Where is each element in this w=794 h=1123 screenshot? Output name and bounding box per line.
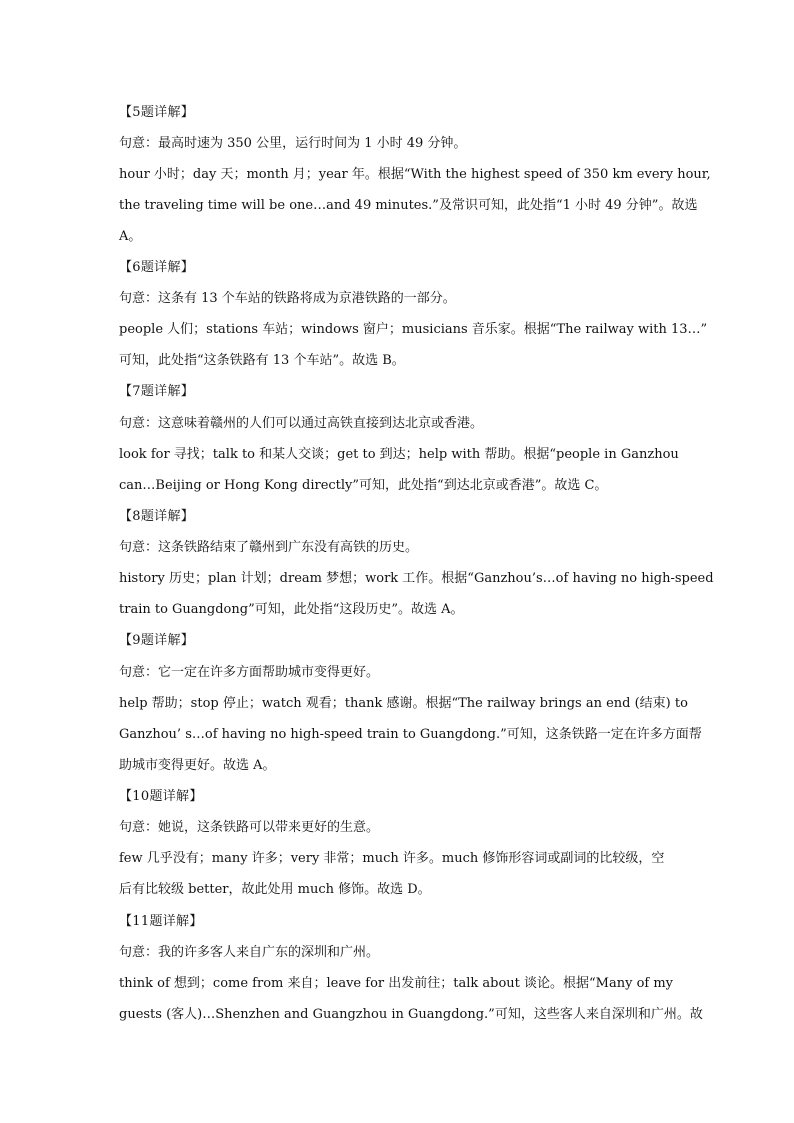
section-6-heading: 【6题详解】	[119, 260, 195, 275]
section-9-line-1: 句意：它一定在许多方面帮助城市变得更好。	[119, 665, 380, 680]
section-5-line-2: hour 小时；day 天；month 月；year 年。根据“With the highest speed of 350 km every hour,	[119, 167, 711, 182]
section-9-line-3: Ganzhou’ s…of having no high-speed train to Guangdong.”可知，这条铁路一定在许多方面帮	[119, 727, 702, 742]
section-8-line-3: train to Guangdong”可知，此处指“这段历史”。故选 A。	[119, 602, 464, 617]
section-8-line-1: 句意：这条铁路结束了赣州到广东没有高铁的历史。	[119, 540, 419, 555]
section-6-line-1: 句意：这条有 13 个车站的铁路将成为京港铁路的一部分。	[119, 291, 456, 306]
section-8-line-2: history 历史；plan 计划；dream 梦想；work 工作。根据“Ganzhou’s…of having no high-speed	[119, 571, 714, 586]
section-10-line-3: 后有比较级 better，故此处用 much 修饰。故选 D。	[119, 882, 431, 897]
section-9-heading: 【9题详解】	[119, 633, 195, 648]
section-7-line-3: can…Beijing or Hong Kong directly”可知，此处指“到达北京或香港”。故选 C。	[119, 478, 608, 493]
section-5-line-1: 句意：最高时速为 350 公里，运行时间为 1 小时 49 分钟。	[119, 136, 467, 151]
section-9-line-2: help 帮助；stop 停止；watch 观看；thank 感谢。根据“The railway brings an end (结束) to	[119, 696, 688, 711]
section-6-line-3: 可知，此处指“这条铁路有 13 个车站”。故选 B。	[119, 353, 405, 368]
section-10-heading: 【10题详解】	[119, 789, 203, 804]
section-8-heading: 【8题详解】	[119, 509, 195, 524]
section-10-line-1: 句意：她说，这条铁路可以带来更好的生意。	[119, 820, 380, 835]
section-7-heading: 【7题详解】	[119, 384, 195, 399]
section-7-line-1: 句意：这意味着赣州的人们可以通过高铁直接到达北京或香港。	[119, 416, 484, 431]
section-5-heading: 【5题详解】	[119, 105, 195, 120]
section-11-line-1: 句意：我的许多客人来自广东的深圳和广州。	[119, 945, 380, 960]
section-5-line-4: A。	[119, 229, 142, 244]
section-7-line-2: look for 寻找；talk to 和某人交谈；get to 到达；help with 帮助。根据“people in Ganzhou	[119, 447, 679, 462]
section-9-line-4: 助城市变得更好。故选 A。	[119, 758, 276, 773]
section-5-line-3: the traveling time will be one…and 49 minutes.”及常识可知，此处指“1 小时 49 分钟”。故选	[119, 198, 698, 213]
section-11-line-2: think of 想到；come from 来自；leave for 出发前往；talk about 谈论。根据“Many of my	[119, 976, 674, 991]
section-11-line-3: guests (客人)…Shenzhen and Guangzhou in Guangdong.”可知，这些客人来自深圳和广州。故	[119, 1007, 703, 1022]
section-6-line-2: people 人们；stations 车站；windows 窗户；musicians 音乐家。根据“The railway with 13…”	[119, 322, 708, 337]
section-10-line-2: few 几乎没有；many 许多；very 非常；much 许多。much 修饰形容词或副词的比较级，空	[119, 851, 665, 866]
section-11-heading: 【11题详解】	[119, 914, 203, 929]
